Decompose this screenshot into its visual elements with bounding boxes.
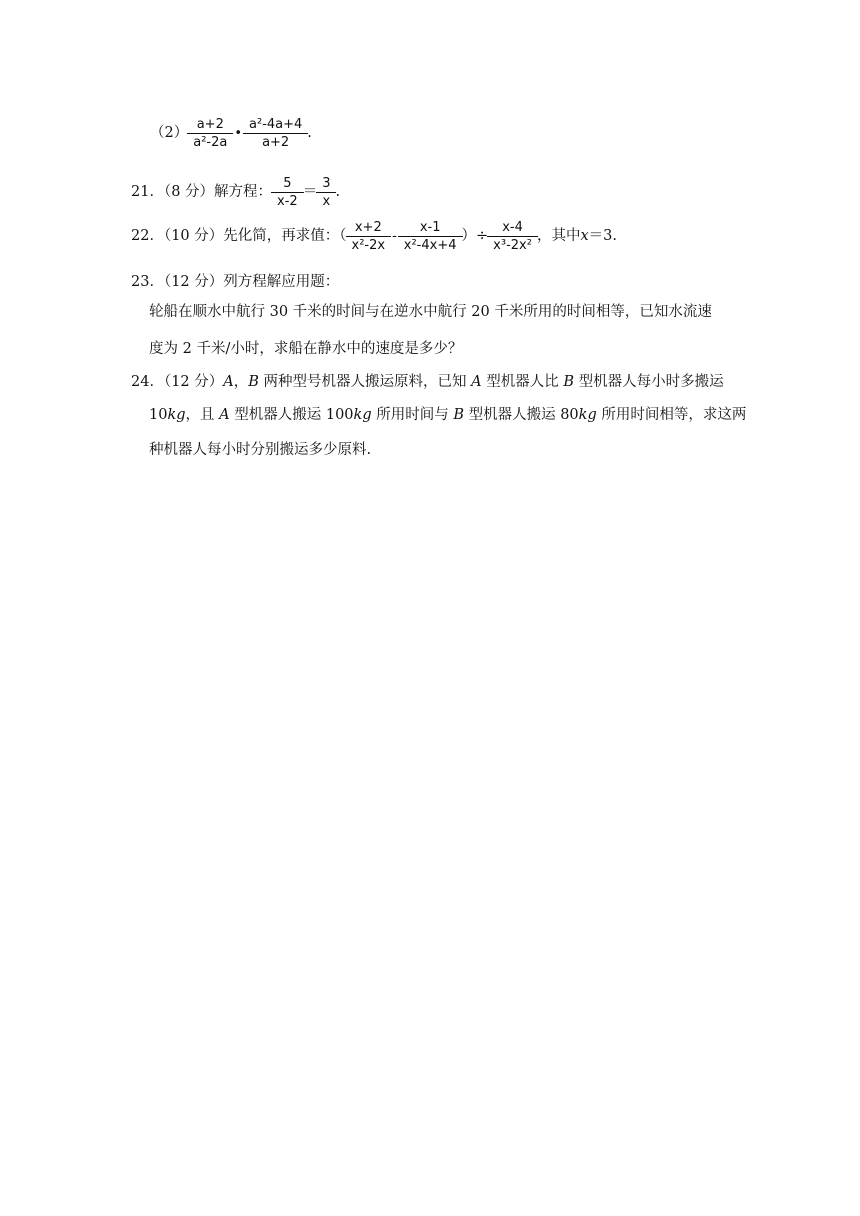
q24-var-b: B bbox=[453, 407, 464, 423]
q21-label: 21．（8 分）解方程： bbox=[131, 184, 273, 201]
q20-2-fraction-2 bbox=[246, 118, 305, 149]
question-24-line-3: 种机器人每小时分别搬运多少原料. bbox=[149, 442, 372, 458]
minus-sign: - bbox=[392, 229, 397, 244]
fraction-numerator: 3 bbox=[316, 177, 336, 193]
q24-text: 型机器人每小时多搬运 bbox=[573, 374, 724, 390]
q24-text: 型机器人比 bbox=[481, 374, 564, 390]
fraction-denominator: a+2 bbox=[262, 135, 290, 150]
equals-sign: ＝ bbox=[302, 184, 318, 201]
q22-label: 22．（10 分）先化简，再求值：（ bbox=[131, 228, 347, 245]
q24-unit: kg bbox=[167, 407, 186, 423]
fraction-denominator: x bbox=[322, 194, 331, 209]
multiply-dot: • bbox=[234, 126, 243, 141]
q22-tail-value: ＝3. bbox=[588, 228, 617, 245]
q24-text: ，且 bbox=[185, 407, 220, 423]
fraction-numerator: a²-4a+4 bbox=[243, 118, 308, 134]
fraction-numerator: 5 bbox=[271, 177, 304, 193]
q22-fraction-2 bbox=[401, 221, 460, 252]
q24-var-a: A bbox=[223, 374, 234, 390]
q24-number: 24．（12 分） bbox=[131, 374, 224, 390]
q20-2-label: （2） bbox=[150, 125, 189, 142]
fraction-numerator: x-1 bbox=[398, 221, 463, 237]
period: . bbox=[307, 125, 312, 142]
fraction-denominator: x³-2x² bbox=[493, 238, 532, 253]
question-20-part-2 bbox=[150, 118, 312, 149]
question-24-line-2 bbox=[149, 408, 746, 423]
fraction-denominator: x²-4x+4 bbox=[403, 238, 457, 253]
q24-text: 所用时间相等，求这两 bbox=[596, 407, 747, 423]
q21-fraction-2 bbox=[319, 177, 333, 208]
q24-text: 两种型号机器人搬运原料，已知 bbox=[258, 374, 472, 390]
q21-fraction-1 bbox=[274, 177, 301, 208]
period: . bbox=[335, 184, 341, 201]
fraction-numerator: a+2 bbox=[187, 118, 233, 134]
q24-var-b: B bbox=[248, 374, 259, 390]
question-23-label: 23．（12 分）列方程解应用题： bbox=[131, 274, 340, 290]
close-paren-divide: ）÷ bbox=[461, 228, 489, 245]
fraction-numerator: x-4 bbox=[487, 221, 538, 237]
question-22 bbox=[131, 221, 617, 252]
q22-tail-text: ，其中 bbox=[536, 228, 581, 245]
question-24-line-1 bbox=[131, 375, 724, 390]
q24-text: 型机器人搬运 100 bbox=[229, 407, 354, 423]
question-23-line-1: 轮船在顺水中航行 30 千米的时间与在逆水中航行 20 千米所用的时间相等，已知水流速 bbox=[149, 304, 712, 320]
q22-fraction-1 bbox=[349, 221, 389, 252]
q24-var-a: A bbox=[471, 374, 482, 390]
q20-2-fraction-1 bbox=[190, 118, 230, 149]
fraction-denominator: x²-2x bbox=[351, 238, 386, 253]
q24-text: 型机器人搬运 80 bbox=[463, 407, 579, 423]
fraction-denominator: a²-2a bbox=[193, 135, 228, 150]
q24-var-b: B bbox=[563, 374, 574, 390]
fraction-denominator: x-2 bbox=[277, 194, 298, 209]
q24-unit: kg bbox=[353, 407, 372, 423]
q22-variable: x bbox=[580, 228, 589, 245]
q24-text: 10 bbox=[149, 407, 168, 423]
q24-var-a: A bbox=[219, 407, 230, 423]
q24-text: ， bbox=[233, 374, 249, 390]
question-21 bbox=[131, 177, 340, 208]
fraction-numerator: x+2 bbox=[346, 221, 392, 237]
q24-text: 所用时间与 bbox=[371, 407, 454, 423]
q22-fraction-3 bbox=[490, 221, 535, 252]
question-23-line-2: 度为 2 千米/小时，求船在静水中的速度是多少？ bbox=[149, 341, 463, 357]
q24-unit: kg bbox=[578, 407, 597, 423]
